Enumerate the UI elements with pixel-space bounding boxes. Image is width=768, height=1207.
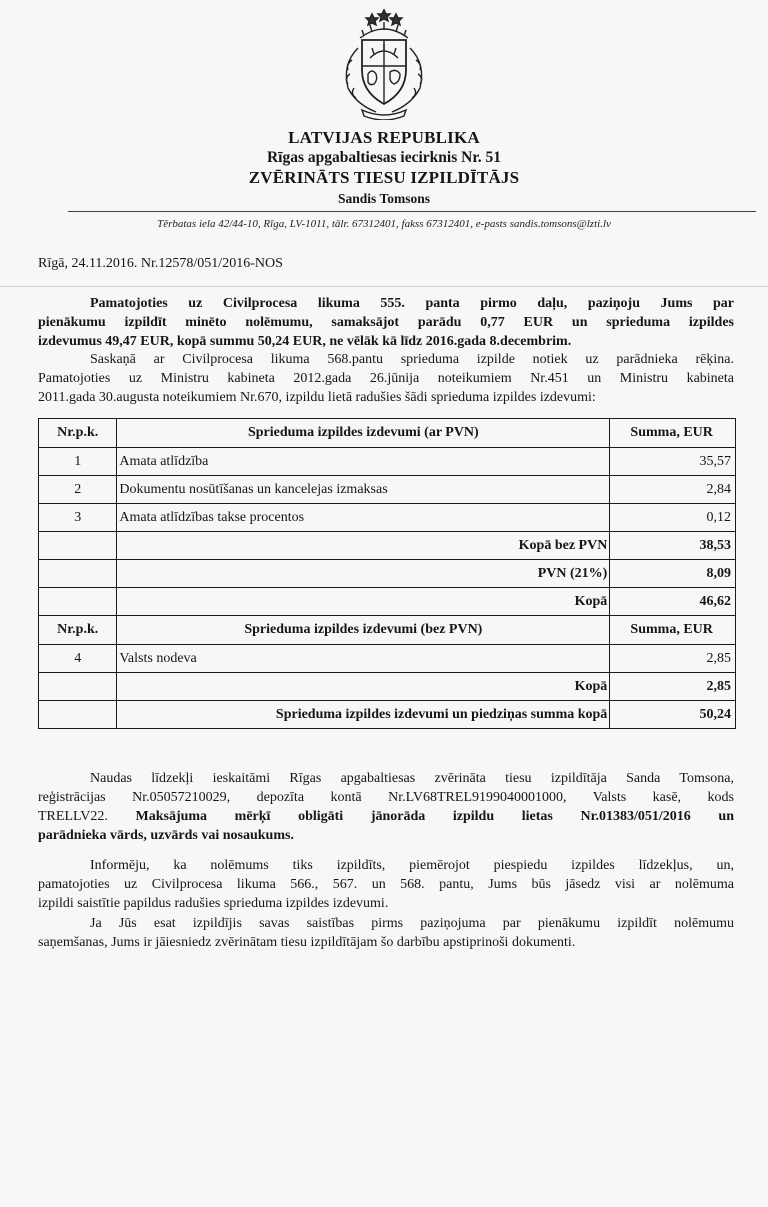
paragraph-line: saņemšanas, Jums ir jāiesniedz zvērinātam tiesu izpildītājam šo darbību apstiprinoši dokumenti. [38,935,576,950]
paragraph-line: pienākumu izpildīt minēto nolēmumu, samaksājot parādu 0,77 EUR un sprieduma izpildes [38,315,734,330]
total-value: 2,85 [610,673,736,701]
date-and-reference: Rīgā, 24.11.2016. Nr.12578/051/2016-NOS [38,256,283,271]
row-number: 1 [39,448,117,476]
grand-total-value: 50,24 [610,701,736,729]
header-number: Nr.p.k. [39,419,117,448]
paragraph-line: Naudas līdzekļi ieskaitāmi Rīgas apgabaltiesas zvērināta tiesu izpildītāja Sanda Tomsona, [90,771,734,786]
header-sum: Summa, EUR [610,616,736,645]
row-number: 3 [39,504,117,532]
header-sum: Summa, EUR [610,419,736,448]
subtotal-row [39,532,736,560]
paper-fold-line [0,286,768,287]
grand-total-row [39,701,736,729]
subtotal-value: 38,53 [610,532,736,560]
enforcement-costs-table [38,418,736,729]
paragraph-line: Saskaņā ar Civilprocesa likuma 568.pantu sprieduma izpilde notiek uz parādnieka rēķina. [90,352,734,367]
legal-basis-paragraph [38,350,734,407]
paragraph-line: izpildi saistītie papildus radušies sprieduma izpildes izdevumi. [38,896,389,911]
vat-value: 8,09 [610,560,736,588]
header-divider [68,211,756,212]
row-description: Amata atlīdzība [117,448,610,476]
paragraph-line: Pamatojoties uz Civilprocesa likuma 555. panta pirmo daļu, paziņoju Jums par [90,296,734,311]
paragraph-line: Pamatojoties uz Ministru kabineta 2012.gada 26.jūnija noteikumiem Nr.451 un Ministru kabineta [38,371,734,386]
district-title: Rīgas apgabaltiesas iecirknis Nr. 51 [266,149,502,166]
paragraph-line: parādnieka vārds, uzvārds vai nosaukums. [38,828,294,843]
paragraph-line: pamatojoties uz Civilprocesa likuma 566., 567. un 568. pantu, Jums būs jāsedz visi ar nolēmuma [38,877,734,892]
payment-instructions-paragraph [38,769,734,845]
total-label: Kopā [117,673,610,701]
coat-of-arms-emblem [332,8,436,120]
paragraph-line: izdevumus 49,47 EUR, kopā summu 50,24 EUR, ne vēlāk kā līdz 2016.gada 8.decembrim. [38,334,572,349]
paragraph-line: reģistrācijas Nr.05057210029, depozīta kontā Nr.LV68TREL9199040001000, Valsts kasē, kods [38,790,734,805]
row-number: 4 [39,645,117,673]
header-description: Sprieduma izpildes izdevumi (ar PVN) [117,419,610,448]
notice-paragraph [38,294,734,351]
paragraph-line: TRELLV22. Maksājuma mērķī obligāti jānorāda izpildu lietas Nr.01383/051/2016 un [38,809,734,824]
row-sum: 35,57 [610,448,736,476]
row-sum: 2,85 [610,645,736,673]
table-row [39,448,736,476]
grand-total-label: Sprieduma izpildes izdevumi un piedziņas summa kopā [117,701,610,729]
header-number: Nr.p.k. [39,616,117,645]
total-value: 46,62 [610,588,736,616]
table-row [39,504,736,532]
table-header-row [39,419,736,448]
header-description: Sprieduma izpildes izdevumi (bez PVN) [117,616,610,645]
paragraph-line: Informēju, ka nolēmums tiks izpildīts, piemērojot piespiedu izpildes līdzekļus, un, [90,858,734,873]
contact-line: Tērbatas iela 42/44-10, Rīga, LV-1011, tālr. 67312401, fakss 67312401, e-pasts sandis.tomsons@lzti.lv [157,218,611,230]
table-row [39,476,736,504]
row-description: Valsts nodeva [117,645,610,673]
total-row [39,588,736,616]
table-header-row [39,616,736,645]
row-description: Amata atlīdzības takse procentos [117,504,610,532]
bailiff-name: Sandis Tomsons [338,191,430,206]
country-title: LATVIJAS REPUBLIKA [288,128,480,147]
office-title: ZVĒRINĀTS TIESU IZPILDĪTĀJS [248,168,520,187]
subtotal-label: Kopā bez PVN [117,532,610,560]
paragraph-line: 2011.gada 30.augusta noteikumiem Nr.670, izpildu lietā radušies šādi sprieduma izpildes izdevumi: [38,390,596,405]
total-label: Kopā [117,588,610,616]
row-sum: 0,12 [610,504,736,532]
paragraph-line: Ja Jūs esat izpildījis savas saistības pirms paziņojuma par pienākumu izpildīt nolēmumu [90,916,734,931]
vat-label: PVN (21%) [117,560,610,588]
proof-of-payment-paragraph [38,914,734,952]
enforcement-info-paragraph [38,856,734,913]
row-sum: 2,84 [610,476,736,504]
total-row [39,673,736,701]
table-row [39,645,736,673]
row-number: 2 [39,476,117,504]
vat-row [39,560,736,588]
row-description: Dokumentu nosūtīšanas un kancelejas izmaksas [117,476,610,504]
